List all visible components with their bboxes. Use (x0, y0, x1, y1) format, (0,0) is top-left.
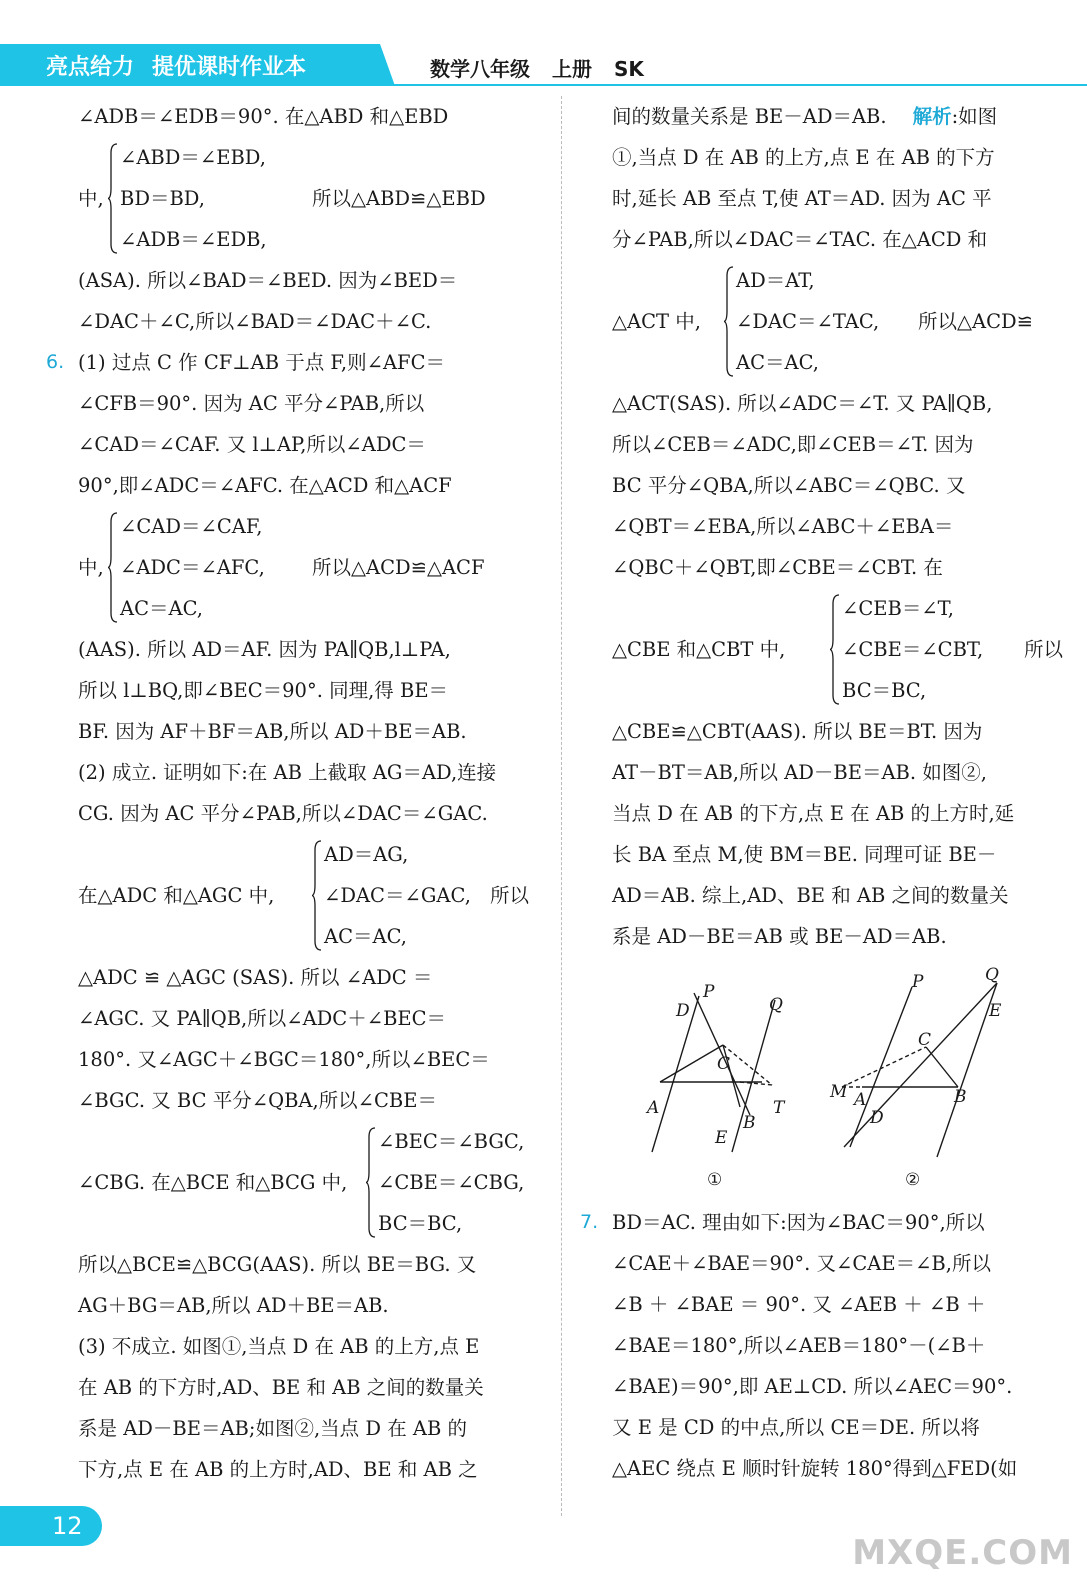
system-lead: △CBE 和△CBT 中, (612, 638, 786, 661)
text-line: 长 BA 至点 M,使 BM＝BE. 同理可证 BE－ (612, 843, 997, 866)
text-line (46, 342, 538, 383)
system-row: AC＝AC, (736, 351, 820, 374)
question-number: 7. (580, 1211, 599, 1233)
system-lead: △ACT 中, (612, 310, 701, 333)
system-row: ∠CBE＝∠CBG, (378, 1171, 525, 1194)
fig1-label-c: C (717, 1054, 731, 1074)
analysis-label: 解析 (912, 105, 952, 128)
system-lead: 在△ADC 和△AGC 中, (78, 884, 275, 907)
system-row: ∠DAC＝∠TAC, (736, 310, 880, 333)
brace-icon (830, 594, 840, 705)
equation-system (78, 1121, 538, 1244)
text-line (612, 96, 1072, 137)
system-row: ∠ADC＝∠AFC, (120, 556, 265, 579)
figure-1 (652, 993, 775, 1152)
fig2-label-b: B (954, 1087, 967, 1107)
fig1-label-b: B (743, 1113, 756, 1133)
text-line: BF. 因为 AF＋BF＝AB,所以 AD＋BE＝AB. (78, 720, 467, 743)
brace-icon (312, 840, 322, 951)
system-tail: 所以△ACD≌ (918, 310, 1033, 333)
text-line: ∠ADB＝∠EDB＝90°. 在△ABD 和△EBD (78, 105, 449, 128)
right-column (580, 96, 1072, 1489)
text-line: ∠CAD＝∠CAF. 又 l⊥AP,所以∠ADC＝ (78, 433, 426, 456)
equation-system (78, 137, 538, 260)
system-row: AD＝AT, (736, 269, 815, 292)
brand-name: 亮点给力 (46, 55, 135, 80)
text-line: ∠QBC＋∠QBT,即∠CBE＝∠CBT. 在 (612, 556, 943, 579)
system-tail: 所以△ABD≌△EBD (312, 187, 486, 210)
header-rule (0, 84, 1087, 86)
fig2-label-q: Q (985, 965, 999, 985)
text-line: ∠DAC＋∠C,所以∠BAD＝∠DAC＋∠C. (78, 310, 432, 333)
text-line: △ADC ≌ △AGC (SAS). 所以 ∠ADC ＝ (78, 966, 433, 989)
fig2-label-c: C (918, 1030, 932, 1050)
text-line: 时,延长 AB 至点 T,使 AT＝AD. 因为 AC 平 (612, 187, 992, 210)
text-line: ∠AGC. 又 PA∥QB,所以∠ADC＋∠BEC＝ (78, 1007, 447, 1030)
system-row: ∠ADB＝∠EDB, (120, 228, 267, 251)
system-row: ∠BEC＝∠BGC, (378, 1130, 525, 1153)
text-line: 180°. 又∠AGC＋∠BGC＝180°,所以∠BEC＝ (78, 1048, 490, 1071)
system-lead: 中, (78, 556, 104, 579)
system-row: ∠ABD＝∠EBD, (120, 146, 266, 169)
system-tail: 所以△ACD≌△ACF (312, 556, 485, 579)
text-line: 系是 AD－BE＝AB;如图②,当点 D 在 AB 的 (78, 1417, 468, 1440)
text-line: 所以△BCE≌△BCG(AAS). 所以 BE＝BG. 又 (78, 1253, 477, 1276)
text-line: ∠QBT＝∠EBA,所以∠ABC＋∠EBA＝ (612, 515, 954, 538)
page-number-tab (0, 1506, 102, 1546)
fig1-label-d: D (676, 1001, 690, 1021)
system-row: BD＝BD, (120, 187, 205, 210)
system-row: AD＝AG, (324, 843, 409, 866)
text-line: ∠BAE)＝90°,即 AE⊥CD. 所以∠AEC＝90°. (612, 1375, 1013, 1398)
watermark: MXQE.COM (852, 1533, 1073, 1573)
fig1-label-p: P (703, 982, 715, 1002)
system-row: AC＝AC, (120, 597, 204, 620)
text-line: △ACT(SAS). 所以∠ADC＝∠T. 又 PA∥QB, (612, 392, 993, 415)
subject: 数学八年级 (430, 57, 530, 81)
system-tail: 所以 (490, 884, 530, 907)
fig1-label-a: A (647, 1098, 660, 1118)
text-line: (AAS). 所以 AD＝AF. 因为 PA∥QB,l⊥PA, (78, 638, 451, 661)
geometry-figures (612, 957, 1082, 1202)
text-line: AD＝AB. 综上,AD、BE 和 AB 之间的数量关 (612, 884, 1009, 907)
header-subject (430, 53, 666, 82)
text-line: CG. 因为 AC 平分∠PAB,所以∠DAC＝∠GAC. (78, 802, 488, 825)
text-line: (ASA). 所以∠BAD＝∠BED. 因为∠BED＝ (78, 269, 458, 292)
text-line: ∠BGC. 又 BC 平分∠QBA,所以∠CBE＝ (78, 1089, 437, 1112)
figure-1-caption: ① (707, 1170, 723, 1190)
system-lead: ∠CBG. 在△BCE 和△BCG 中, (78, 1171, 348, 1194)
figure-2 (842, 983, 997, 1157)
column-divider (561, 96, 562, 1516)
text-line: 下方,点 E 在 AB 的上方时,AD、BE 和 AB 之 (78, 1458, 478, 1481)
left-column (46, 96, 538, 1490)
series-name: 提优课时作业本 (152, 55, 307, 80)
figure-2-caption: ② (905, 1170, 921, 1190)
text-line: (3) 不成立. 如图①,当点 D 在 AB 的上方,点 E (78, 1335, 480, 1358)
system-lead: 中, (78, 187, 104, 210)
text-line: AG＋BG＝AB,所以 AD＋BE＝AB. (78, 1294, 389, 1317)
text-line: 90°,即∠ADC＝∠AFC. 在△ACD 和△ACF (78, 474, 452, 497)
text-line: 当点 D 在 AB 的下方,点 E 在 AB 的上方时,延 (612, 802, 1015, 825)
text-line: ∠B ＋ ∠BAE ＝ 90°. 又 ∠AEB ＋ ∠B ＋ (612, 1293, 986, 1316)
fig2-label-p: P (912, 972, 924, 992)
equation-system (78, 834, 538, 957)
text-line: AT－BT＝AB,所以 AD－BE＝AB. 如图②, (612, 761, 987, 784)
equation-system (612, 588, 1072, 711)
system-row: BC＝BC, (842, 679, 927, 702)
text-line: ①,当点 D 在 AB 的上方,点 E 在 AB 的下方 (612, 146, 995, 169)
text-line (580, 1202, 1072, 1243)
fig2-label-d: D (870, 1108, 884, 1128)
brace-icon (108, 512, 118, 623)
fig1-label-q: Q (769, 995, 783, 1015)
text-line: 又 E 是 CD 的中点,所以 CE＝DE. 所以将 (612, 1416, 980, 1439)
equation-system (612, 260, 1072, 383)
text-line: 在 AB 的下方时,AD、BE 和 AB 之间的数量关 (78, 1376, 484, 1399)
question-number: 6. (46, 351, 65, 373)
page-number: 12 (52, 1512, 83, 1540)
line-text: (1) 过点 C 作 CF⊥AB 于点 F,则∠AFC＝ (78, 351, 445, 374)
text-line: ∠CAE＋∠BAE＝90°. 又∠CAE＝∠B,所以 (612, 1252, 991, 1275)
system-row: ∠CAD＝∠CAF, (120, 515, 263, 538)
text-line: ∠CFB＝90°. 因为 AC 平分∠PAB,所以 (78, 392, 425, 415)
line-text: :如图 (951, 105, 998, 128)
equation-system (78, 506, 538, 629)
line-text: BD＝AC. 理由如下:因为∠BAC＝90°,所以 (612, 1211, 985, 1234)
volume: 上册 (552, 57, 592, 81)
text-line: ∠BAE＝180°,所以∠AEB＝180°－(∠B＋ (612, 1334, 986, 1357)
text-line: 分∠PAB,所以∠DAC＝∠TAC. 在△ACD 和 (612, 228, 988, 251)
fig2-label-e: E (989, 1001, 1002, 1021)
fig1-label-e: E (715, 1128, 728, 1148)
brace-icon (724, 266, 734, 377)
text-line: 系是 AD－BE＝AB 或 BE－AD＝AB. (612, 925, 947, 948)
fig2-label-m: M (830, 1082, 848, 1102)
text-line: △CBE≌△CBT(AAS). 所以 BE＝BT. 因为 (612, 720, 983, 743)
system-row: BC＝BC, (378, 1212, 463, 1235)
system-tail: 所以 (1024, 638, 1064, 661)
figures (612, 957, 1072, 1202)
brace-icon (366, 1127, 376, 1238)
fig1-label-t: T (773, 1098, 785, 1118)
text-line: 所以 l⊥BQ,即∠BEC＝90°. 同理,得 BE＝ (78, 679, 449, 702)
header-title (46, 50, 324, 81)
text-line: 所以∠CEB＝∠ADC,即∠CEB＝∠T. 因为 (612, 433, 974, 456)
system-row: ∠CBE＝∠CBT, (842, 638, 984, 661)
text-line: (2) 成立. 证明如下:在 AB 上截取 AG＝AD,连接 (78, 761, 497, 784)
system-row: AC＝AC, (324, 925, 408, 948)
system-row: ∠CEB＝∠T, (842, 597, 955, 620)
edition: SK (614, 57, 644, 81)
text-line: △AEC 绕点 E 顺时针旋转 180°得到△FED(如 (612, 1457, 1018, 1480)
line-text: 间的数量关系是 BE－AD＝AB. (612, 105, 887, 128)
system-row: ∠DAC＝∠GAC, (324, 884, 471, 907)
brace-icon (108, 143, 118, 254)
fig2-label-a: A (854, 1090, 867, 1110)
text-line: BC 平分∠QBA,所以∠ABC＝∠QBC. 又 (612, 474, 966, 497)
